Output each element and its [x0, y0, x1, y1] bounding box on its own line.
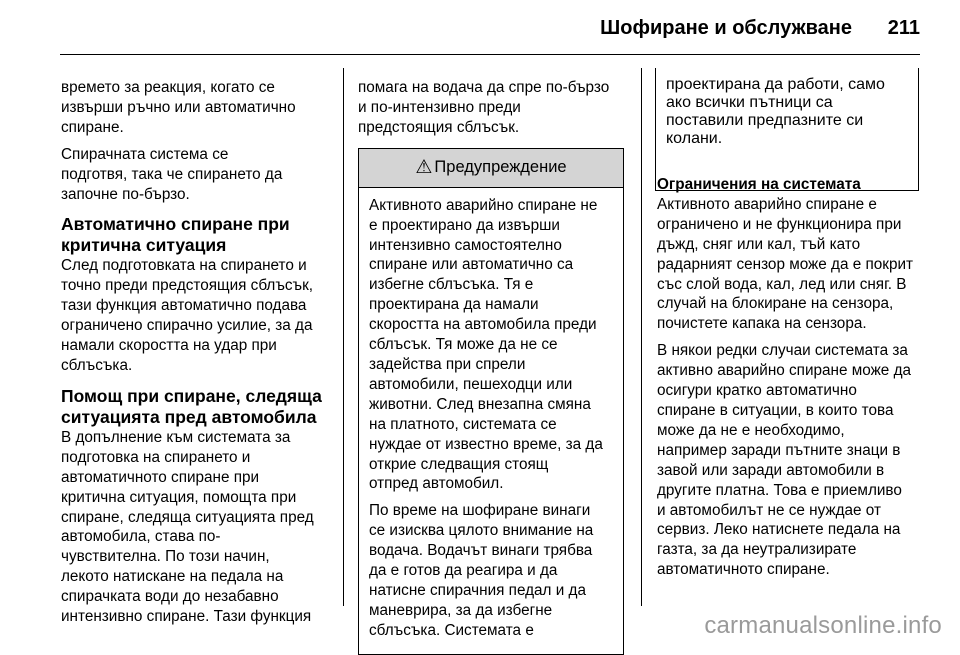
paragraph: Активното аварийно спиране не е проектирано да извърши интензивно самостоятелно спиране или автоматично са избегне сблъсъка. Тя е проектирана да намали скоростта на автомобила преди сблъсък. Тя може да не се задейства при спрели автомобили, пешеходци или животни. След внезапна смяна на платното, системата се нуждае от известно време, за да открие следващия стоящ отпред автомобил. [369, 196, 603, 493]
column-divider [343, 68, 344, 606]
paragraph: времето за реакция, когато се извърши ръчно или автоматично спиране. [61, 79, 296, 136]
subsection-title: Ограничения на системата [657, 176, 861, 193]
column-3 [657, 175, 929, 587]
warning-body [359, 188, 623, 654]
page-header [0, 0, 960, 52]
column-divider [641, 68, 642, 606]
section-title: Помощ при спиране, следяща ситуацията пред автомобила [61, 385, 322, 427]
paragraph: Активното аварийно спиране е ограничено и не функционира при дъжд, сняг или кал, тъй като радарният сензор може да е покрит със слой вода, кал, лед или сняг. В случай на блокиране на сензора, почистете капака на сензора. [657, 195, 914, 333]
warning-box-continued [655, 68, 919, 191]
warning-box [358, 148, 624, 655]
paragraph: След подготовката на спирането и точно преди предстоящия сблъсък, тази функция автоматично подава ограничено спирачно усилие, за да намали скоростта на удар при сблъсъка. [61, 257, 314, 374]
column-2 [358, 78, 624, 655]
column-1 [61, 78, 329, 634]
paragraph: помага на водача да спре по-бързо и по-интензивно преди предстоящия сблъсък. [358, 79, 610, 136]
paragraph: В допълнение към системата за подготовка на спирането и автоматичното спиране при критична ситуация, помощта при спиране, следяща ситуацията пред автомобила, става по- чувствителна. По този начин, лекото натискане на педала на спирачката води до незабавно интензивно спиране. Тази функция [61, 428, 314, 626]
watermark: carmanualsonline.info [704, 612, 942, 639]
warning-triangle-icon: ⚠ [415, 156, 433, 178]
warning-header [359, 149, 623, 188]
paragraph: В някои редки случаи системата за активно аварийно спиране може да осигури кратко автоматично спиране в ситуации, в които това може да не е необходимо, например заради пътните знаци в завой или заради автомобили в другите платна. Това е приемливо и автомобилът не се нуждае от сервиз. Леко натиснете педала на газта, за да неутрализирате автоматичното спиране. [657, 342, 911, 579]
section-title: Автоматично спиране при критична ситуация [61, 214, 290, 256]
paragraph: По време на шофиране винаги се изисква цялото внимание на водача. Водачът винаги трябва да е готов да реагира и да натисне спирачния педал и да маневрира, за да избегне сблъсъка. Системата е [369, 502, 594, 639]
warning-title: Предупреждение [434, 157, 567, 176]
page-number: 211 [887, 17, 920, 39]
page-title: Шофиране и обслужване [600, 17, 852, 39]
paragraph: Спирачната система се подготвя, така че спирането да започне по-бързо. [61, 145, 283, 203]
paragraph: проектирана да работи, само ако всички пътници са поставили предпазните си колани. [666, 76, 885, 147]
header-divider [60, 54, 920, 55]
